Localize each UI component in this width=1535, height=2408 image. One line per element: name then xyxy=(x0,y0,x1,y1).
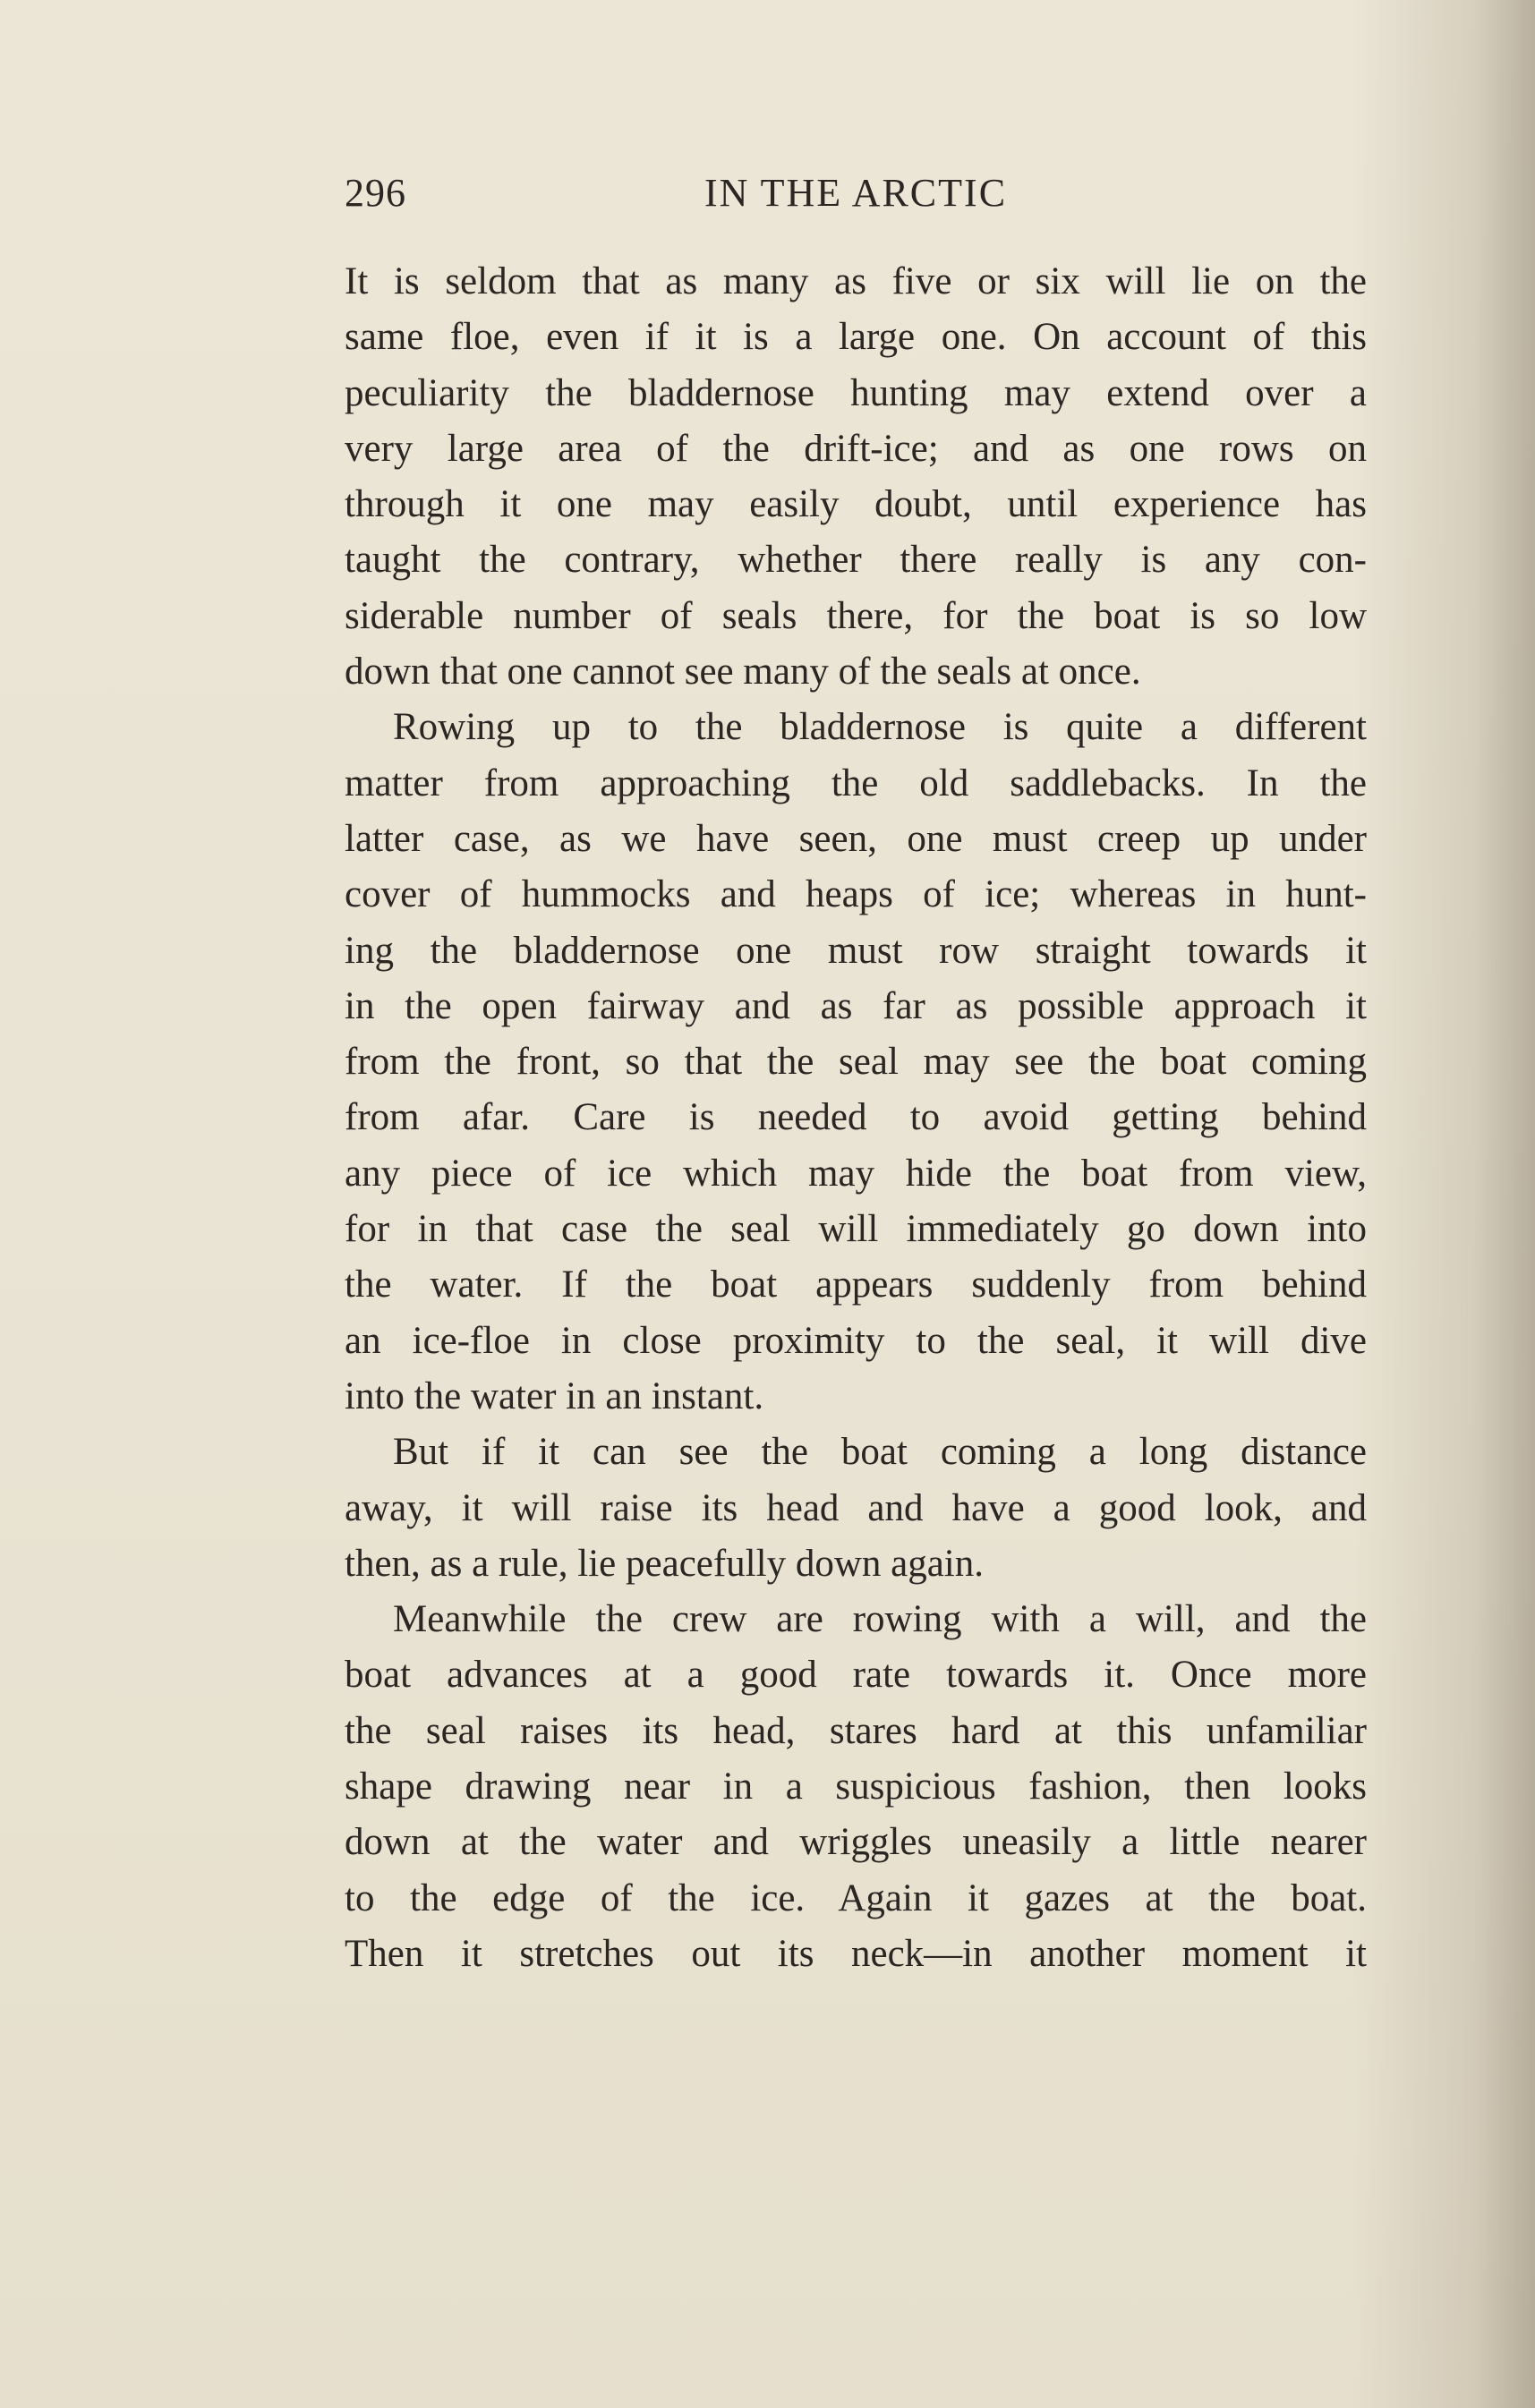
text-line: same floe, even if it is a large one. On account of this xyxy=(345,316,1367,359)
text-line: the seal raises its head, stares hard at this unfamiliar xyxy=(345,1709,1367,1752)
text-line: Rowing up to the bladdernose is quite a different xyxy=(393,706,1367,749)
text-line: into the water in an instant. xyxy=(345,1374,764,1417)
text-line: very large area of the drift-ice; and as one rows on xyxy=(345,427,1367,470)
text-line: an ice-floe in close proximity to the seal, it will dive xyxy=(345,1319,1367,1362)
text-line: shape drawing near in a suspicious fashion, then looks xyxy=(345,1766,1367,1808)
paragraph xyxy=(345,1425,1367,1592)
text-line: then, as a rule, lie peacefully down again. xyxy=(345,1542,984,1585)
text-line: peculiarity the bladdernose hunting may extend over a xyxy=(345,371,1367,414)
text-line: away, it will raise its head and have a good look, and xyxy=(345,1486,1367,1529)
page-header xyxy=(345,170,1367,224)
text-line: It is seldom that as many as five or six will lie on the xyxy=(345,260,1367,302)
text-line: in the open fairway and as far as possible approach it xyxy=(345,984,1367,1027)
text-line: siderable number of seals there, for the boat is so low xyxy=(345,594,1367,637)
text-line: ing the bladdernose one must row straight towards it xyxy=(345,929,1367,972)
text-line: matter from approaching the old saddlebacks. In the xyxy=(345,762,1367,804)
text-line: down at the water and wriggles uneasily a little nearer xyxy=(345,1821,1367,1864)
text-line: from the front, so that the seal may see the boat coming xyxy=(345,1041,1367,1084)
paragraph xyxy=(345,700,1367,1425)
text-line: latter case, as we have seen, one must creep up under xyxy=(345,817,1367,860)
body-text xyxy=(345,254,1367,1982)
text-line: for in that case the seal will immediately go down into xyxy=(345,1208,1367,1251)
text-line: taught the contrary, whether there really is any con- xyxy=(345,539,1367,582)
page-number: 296 xyxy=(345,171,406,215)
text-line: from afar. Care is needed to avoid getting behind xyxy=(345,1096,1367,1139)
text-line: down that one cannot see many of the seals at once. xyxy=(345,651,1141,693)
text-line: boat advances at a good rate towards it. Once more xyxy=(345,1654,1367,1697)
running-head: IN THE ARCTIC xyxy=(704,171,1008,215)
text-line: Then it stretches out its neck—in another moment it xyxy=(345,1932,1367,1975)
text-line: any piece of ice which may hide the boat from view, xyxy=(345,1152,1367,1195)
text-line: to the edge of the ice. Again it gazes at the boat. xyxy=(345,1876,1367,1919)
text-line: through it one may easily doubt, until experience has xyxy=(345,483,1367,526)
text-line: the water. If the boat appears suddenly from behind xyxy=(345,1264,1367,1306)
paragraph xyxy=(345,254,1367,700)
text-line: cover of hummocks and heaps of ice; whereas in hunt- xyxy=(345,873,1367,916)
text-line: Meanwhile the crew are rowing with a will, and the xyxy=(393,1598,1367,1641)
text-line: But if it can see the boat coming a long distance xyxy=(393,1431,1367,1474)
paragraph xyxy=(345,1592,1367,1982)
